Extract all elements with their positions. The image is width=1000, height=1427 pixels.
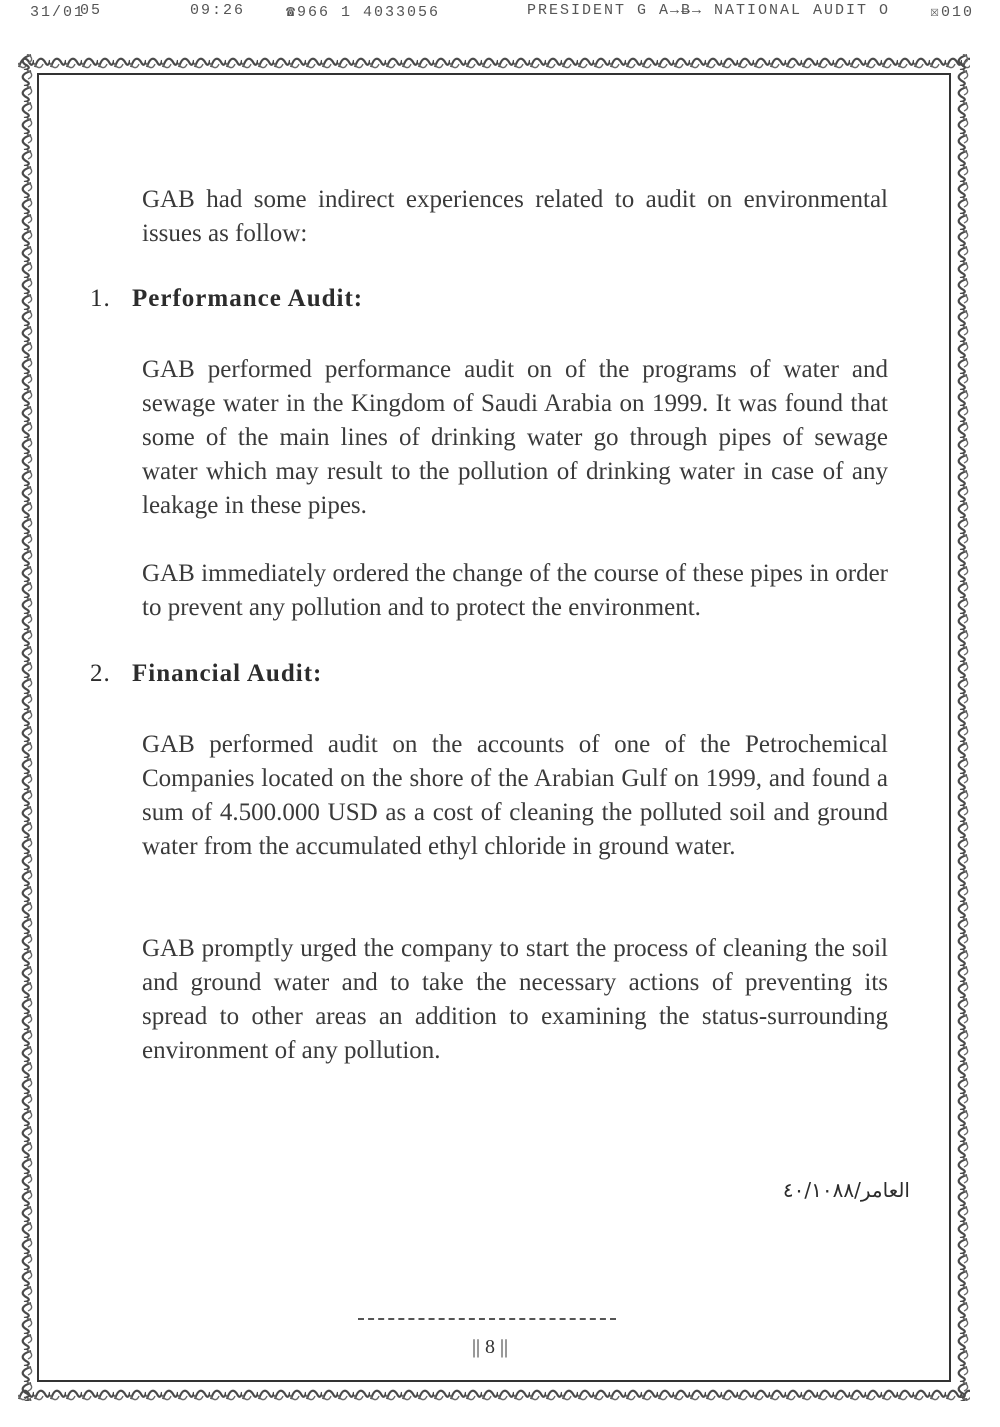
page-number: || 8 || [471,1336,508,1358]
performance-audit-paragraph-1 [142,353,888,523]
financial-audit-paragraph-1 [142,728,888,864]
reference-number: العامر/٤٠/١٠٨٨ [782,1178,910,1202]
section-title: Performance Audit: [132,285,364,312]
fax-date: 31/01 05 [30,2,103,21]
intro-text: GAB had some indirect experiences related to audit on environmental issues as follow: [142,186,888,247]
fax-phone: ☎966 1 4033056 [286,4,441,21]
financial-audit-paragraph-2 [142,932,888,1068]
performance-audit-paragraph-2 [142,557,888,625]
paragraph-text: GAB immediately ordered the change of the course of these pipes in order to prevent any pollution and to protect the environment. [142,560,888,621]
section-heading-financial-audit [90,660,322,688]
paragraph-text: GAB performed performance audit on of the programs of water and sewage water in the Kingdom of Saudi Arabia on 1999. It was found that some of the main lines of drinking water go through pipes of sewage water which may result to the pollution of drinking water in case of any leakage in these pipes. [142,356,888,519]
section-title: Financial Audit: [132,660,323,687]
fax-header [0,0,1000,26]
fax-page-counter: ☒010 [930,4,975,21]
paragraph-text: GAB promptly urged the company to start the process of cleaning the soil and ground water and to take the necessary actions of preventing its spread to other areas an addition to examining the status-surrounding environment of any pollution. [142,935,888,1064]
footer-divider [358,1318,616,1320]
section-heading-performance-audit [90,285,363,313]
fax-recipient: →→→ NATIONAL AUDIT O [670,2,891,19]
section-number: 2. [90,660,111,687]
section-number: 1. [90,285,111,312]
paragraph-text: GAB performed audit on the accounts of one of the Petrochemical Companies located on the shore of the Arabian Gulf on 1999, and found a sum of 4.500.000 USD as a cost of cleaning the polluted soil and ground water from the accumulated ethyl chloride in ground water. [142,731,888,860]
fax-year: 05 [80,2,103,19]
fax-sender: PRESIDENT G A B [527,2,693,19]
fax-time: 09:26 [190,2,246,19]
intro-paragraph [142,183,888,251]
